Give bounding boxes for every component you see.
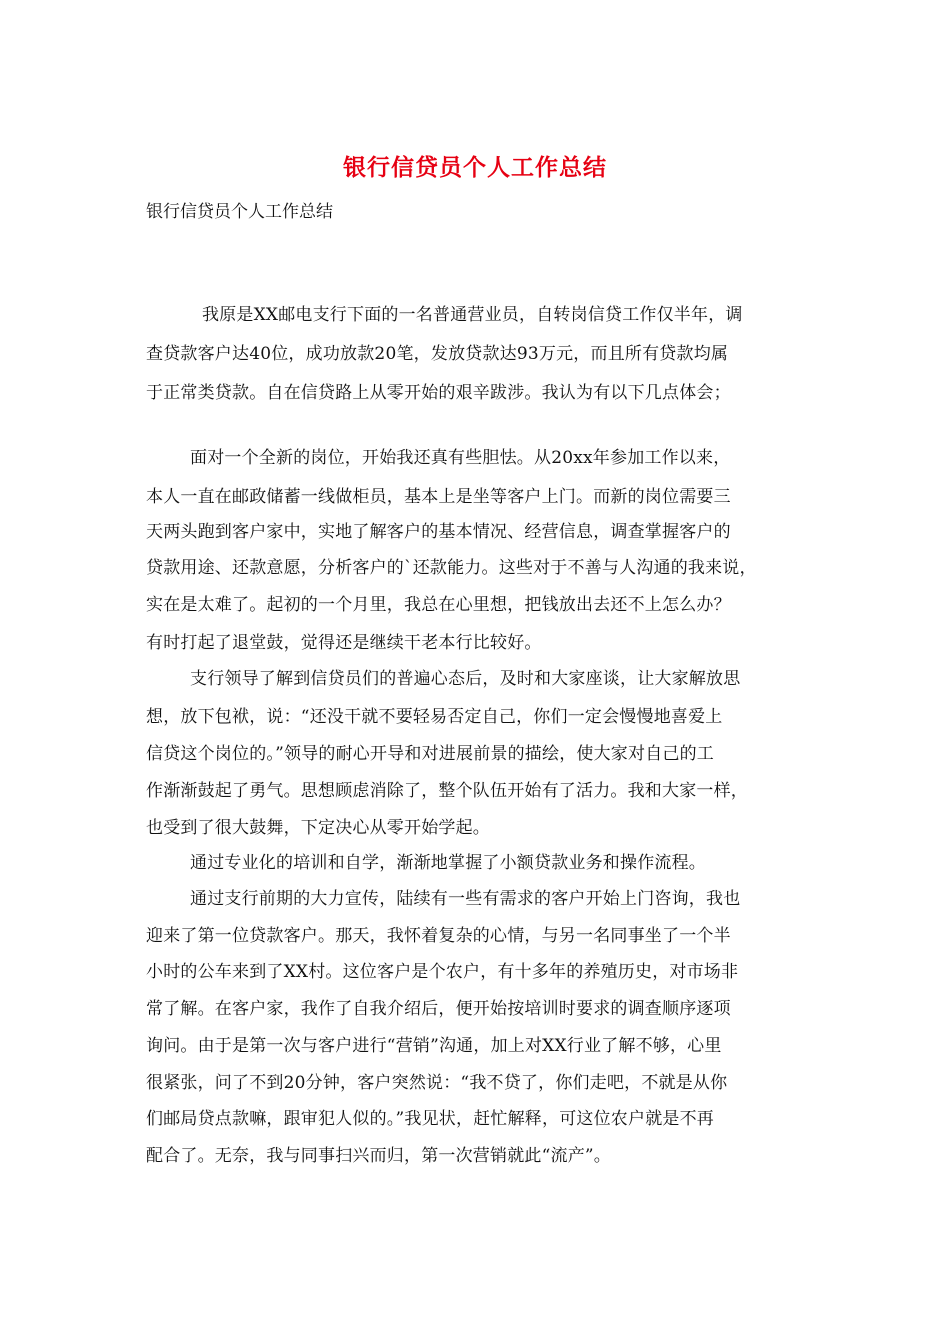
text-line: 天两头跑到客户家中，实地了解客户的基本情况、经营信息，调查掌握客户的 <box>146 522 731 542</box>
text-line: 们邮局贷点款嘛，跟审犯人似的。”我见状，赶忙解释，可这位农户就是不再 <box>146 1109 714 1129</box>
text-line: 贷款用途、还款意愿，分析客户的`还款能力。这些对于不善与人沟通的我来说， <box>146 558 757 578</box>
document-title: 银行信贷员个人工作总结 <box>343 154 607 181</box>
text-line: 常了解。在客户家，我作了自我介绍后，便开始按培训时要求的调查顺序逐项 <box>146 999 731 1019</box>
text-line: 查贷款客户达40位，成功放款20笔，发放贷款达93万元，而且所有贷款均属 <box>146 344 729 364</box>
text-line: 支行领导了解到信贷员们的普遍心态后，及时和大家座谈，让大家解放思 <box>190 669 741 689</box>
text-line: 于正常类贷款。自在信贷路上从零开始的艰辛跋涉。我认为有以下几点体会； <box>146 383 731 403</box>
text-line: 很紧张，问了不到20分钟，客户突然说：“我不贷了，你们走吧，不就是从你 <box>146 1073 728 1093</box>
text-line: 迎来了第一位贷款客户。那天，我怀着复杂的心情，与另一名同事坐了一个半 <box>146 926 731 946</box>
text-line: 本人一直在邮政储蓄一线做柜员，基本上是坐等客户上门。而新的岗位需要三 <box>146 487 731 507</box>
document-subtitle: 银行信贷员个人工作总结 <box>146 202 333 222</box>
text-line: 信贷这个岗位的。”领导的耐心开导和对进展前景的描绘，使大家对自己的工 <box>146 744 714 764</box>
text-line: 配合了。无奈，我与同事扫兴而归，第一次营销就此“流产”。 <box>146 1146 611 1166</box>
text-line: 作渐渐鼓起了勇气。思想顾虑消除了，整个队伍开始有了活力。我和大家一样， <box>146 781 748 801</box>
text-line: 小时的公车来到了XX村。这位客户是个农户，有十多年的养殖历史，对市场非 <box>146 962 739 982</box>
text-line: 面对一个全新的岗位，开始我还真有些胆怯。从20xx年参加工作以来， <box>190 448 731 468</box>
text-line: 有时打起了退堂鼓，觉得还是继续干老本行比较好。 <box>146 633 542 653</box>
text-line: 通过专业化的培训和自学，渐渐地掌握了小额贷款业务和操作流程。 <box>190 853 706 873</box>
text-line: 也受到了很大鼓舞，下定决心从零开始学起。 <box>146 818 490 838</box>
text-line: 询问。由于是第一次与客户进行“营销”沟通，加上对XX行业了解不够，心里 <box>146 1036 722 1056</box>
text-line: 通过支行前期的大力宣传，陆续有一些有需求的客户开始上门咨询，我也 <box>190 889 741 909</box>
text-line: 想，放下包袱，说：“还没干就不要轻易否定自己，你们一定会慢慢地喜爱上 <box>146 707 723 727</box>
text-line: 实在是太难了。起初的一个月里，我总在心里想，把钱放出去还不上怎么办？ <box>146 595 731 615</box>
text-line: 我原是XX邮电支行下面的一名普通营业员，自转岗信贷工作仅半年，调 <box>202 305 743 325</box>
